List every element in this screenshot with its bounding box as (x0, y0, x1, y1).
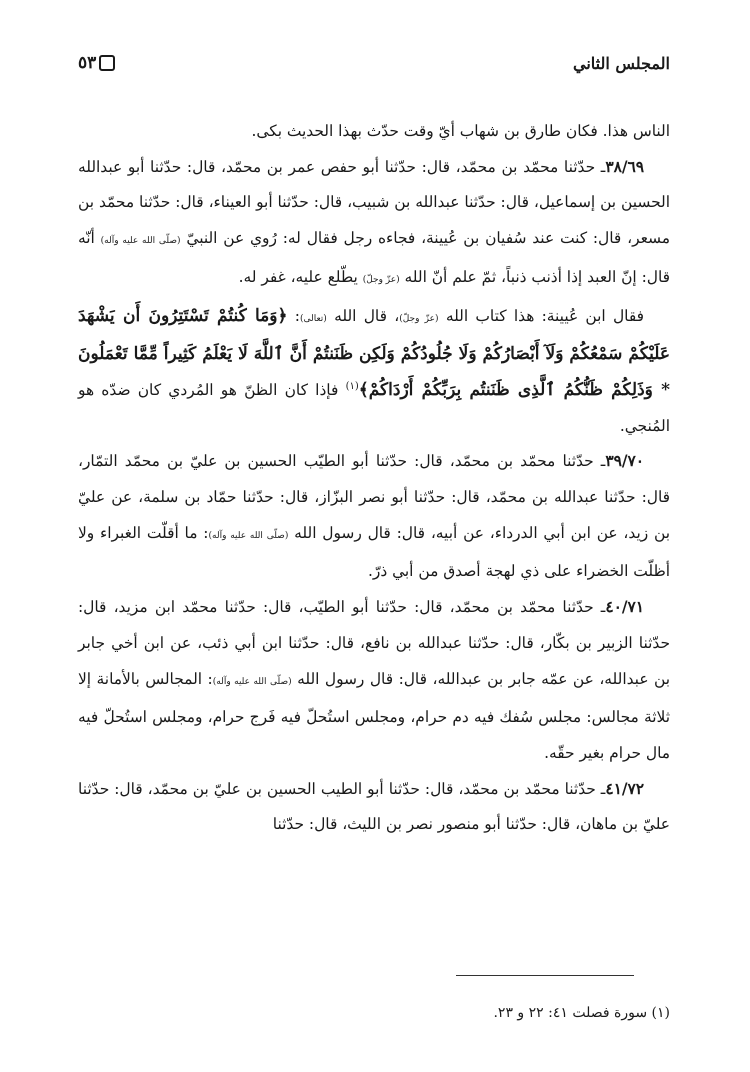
hadith-number: ٤١/٧٢ (605, 779, 644, 798)
main-text (78, 114, 670, 843)
footnote-marker[interactable]: (١) (345, 380, 359, 392)
paragraph-text: فإذا كان الظنّ هو المُردي كان ضدّه هو المُنجي. (78, 380, 670, 435)
hadith-text: : المجالس بالأمانة إلا ثلاثة مجالس: مجلس سُفك فيه دم حرام، ومجلس استُحلّ فيه فَرج حرام، ومجلس استُحلّ فيه مال حرام بغير حقّه. (78, 669, 670, 762)
page-marker-icon (99, 55, 115, 71)
hadith-text: : ما أقلّت الغبراء ولا أظلّت الخضراء على ذي لهجة أصدق من أبي ذرّ. (78, 523, 670, 581)
hadith-70 (78, 444, 670, 590)
running-header (78, 50, 670, 76)
honorific-phrase: (تعالى) (299, 313, 327, 324)
hadith-text: ـ حدّثنا محمّد بن محمّد، قال: حدّثنا أبو الطيب الحسين بن عليّ بن محمّد، قال: حدّثنا عليّ بن ماهان، قال: حدّثنا أبو منصور نصر بن الليث، قال: حدّثنا (78, 779, 670, 834)
page-number (78, 53, 115, 73)
paragraph-text: : (287, 306, 300, 325)
hadith-number: ٣٨/٦٩ (605, 157, 644, 176)
paragraph-text: ، قال الله (326, 306, 400, 325)
quran-verse: ﴿وَمَا كُنتُمْ تَسْتَتِرُونَ أَن يَشْهَدَ عَلَيْكُمْ سَمْعُكُمْ وَلَآ أَبْصَارُكُمْ وَلَا جُلُودُكُمْ وَلَكِن ظَنَنتُمْ أَنَّ ٱللَّهَ لَا يَعْلَمُ كَثِيراً مِّمَّا تَعْمَلُونَ * وَذَلِكُمْ ظَنُّكُمُ ٱلَّذِى ظَنَنتُم بِرَبِّكُمْ أَرْدَاكُمْ﴾ (78, 305, 670, 400)
hadith-number: ٣٩/٧٠ (605, 452, 644, 471)
hadith-69 (78, 150, 670, 299)
honorific-phrase: (عزّ وجلّ) (362, 274, 400, 285)
salawat-phrase: (صلّى الله عليه وآله) (208, 530, 289, 541)
footnote-text: (١) سورة فصلت ٤١: ٢٢ و ٢٣. (493, 1005, 670, 1021)
quran-paragraph (78, 299, 670, 445)
salawat-phrase: (صلّى الله عليه وآله) (100, 236, 181, 247)
salawat-phrase: (صلّى الله عليه وآله) (212, 676, 292, 687)
paragraph-continuation (78, 114, 670, 150)
hadith-text: أنّه قال: إنّ العبد إذا أذنب ذنباً، ثمّ علم أنّ الله (78, 229, 670, 286)
hadith-text: يطّلع عليه، غفر له. (238, 267, 363, 286)
footnote (78, 1004, 670, 1022)
hadith-71 (78, 590, 670, 772)
hadith-number: ٤٠/٧١ (605, 598, 644, 617)
paragraph-text: فقال ابن عُيينة: هذا كتاب الله (438, 306, 645, 325)
footnote-divider (456, 975, 634, 976)
hadith-text: ـ حدّثنا محمّد بن محمّد، قال: حدّثنا أبو حفص عمر بن محمّد، قال: حدّثنا أبو عبدالله الحسين بن إسماعيل، قال: حدّثنا عبدالله بن شبيب، قال: حدّثنا أبو العيناء، قال: حدّثنا محمّد بن مسعر، قال: كنت عند سُفيان بن عُيينة، فجاءه رجل فقال له: رُوي عن النبيّ (78, 157, 670, 248)
page-number-value: ٥٣ (78, 53, 97, 73)
hadith-72 (78, 772, 670, 843)
section-title: المجلس الثاني (573, 53, 670, 73)
honorific-phrase: (عزّ وجلّ) (399, 313, 439, 324)
hadith-text: ـ حدّثنا محمّد بن محمّد، قال: حدّثنا أبو الطيّب الحسين بن عليّ بن محمّد التمّار، قال: حدّثنا عبدالله بن محمّد، قال: حدّثنا أبو نصر البزّاز، قال: حدّثنا حمّاد بن سلمة، عن عليّ بن زيد، عن ابن أبي الدرداء، عن أبيه، قال: قال رسول الله (78, 452, 671, 542)
paragraph-text: الناس هذا. فكان طارق بن شهاب أيّ وقت حدّث بهذا الحديث بكى. (251, 122, 670, 140)
hadith-text: ـ حدّثنا محمّد بن محمّد، قال: حدّثنا أبو الطيّب، قال: حدّثنا محمّد ابن مزيد، قال: حدّثنا الزبير بن بكّار، قال: حدّثنا عبدالله بن نافع، قال: حدّثنا ابن أبي ذئب، عن ابن أخي جابر بن عبدالله، عن عمّه جابر بن عبدالله، قال: قال رسول الله (78, 598, 670, 688)
